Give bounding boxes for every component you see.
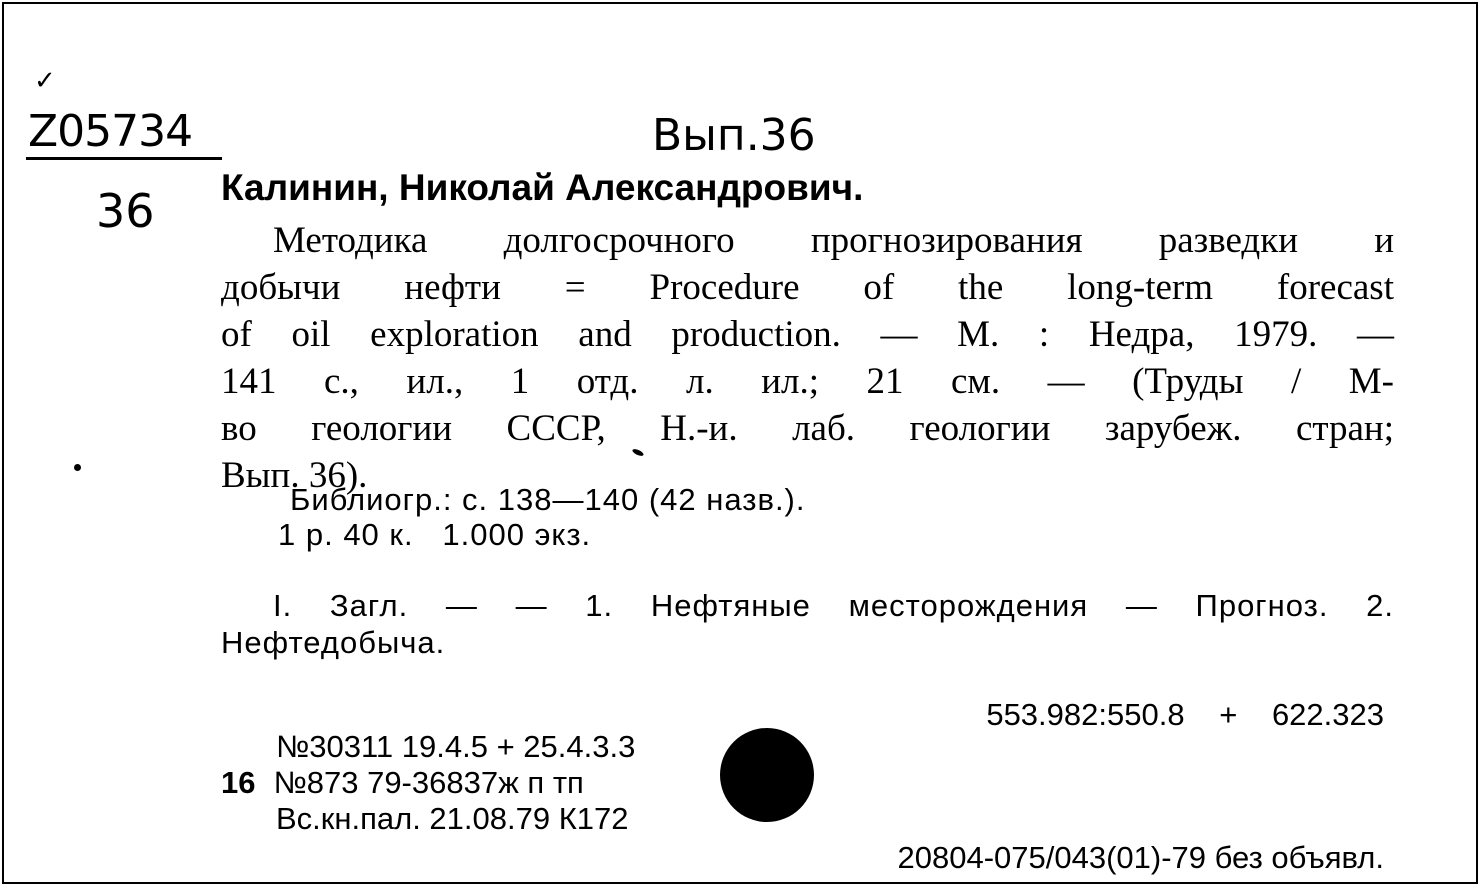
tech-line-2 (221, 765, 584, 801)
bibliographic-description (221, 217, 1394, 499)
subject-line: Нефтедобыча. (221, 625, 446, 660)
udc-plus: + (1219, 697, 1238, 732)
punch-hole (720, 728, 814, 822)
description-line: добычи нефти = Procedure of the long-term forecast (221, 267, 1394, 308)
bibliography-note: Библиогр.: с. 138—140 (42 назв.). (290, 482, 806, 517)
description-line: of oil exploration and production. — М. : Недра, 1979. — (221, 314, 1394, 355)
call-number: Z05734 (28, 106, 193, 157)
volume-number-left: 36 (96, 184, 155, 238)
speck-mark (74, 464, 81, 471)
tech-line-2-text: №873 79-36837ж п тп (273, 765, 584, 800)
tech-line-1: №30311 19.4.5 + 25.4.3.3 (276, 729, 636, 764)
check-mark-icon: ✓ (34, 66, 56, 96)
volume-header: Вып.36 (652, 110, 816, 161)
description-line: Методика долгосрочного прогнозирования разведки и (273, 220, 1394, 261)
subject-line: I. Загл. — — 1. Нефтяные месторождения — Прогноз. 2. (273, 588, 1394, 623)
udc-classification (986, 697, 1384, 733)
udc-code: 553.982:550.8 (986, 697, 1185, 732)
price-and-print-run: 1 р. 40 к. 1.000 экз. (278, 517, 592, 552)
isbn-line: 20804-075/043(01)-79 без объявл. (897, 840, 1384, 875)
tech-line-3: Вс.кн.пал. 21.08.79 К172 (276, 801, 629, 836)
description-line: Вып. 36). (221, 455, 368, 496)
author-heading: Калинин, Николай Александрович. (221, 167, 864, 208)
description-line: 141 с., ил., 1 отд. л. ил.; 21 см. — (Труды / М- (221, 361, 1394, 402)
udc-code: 622.323 (1271, 697, 1384, 732)
subject-headings (221, 587, 1394, 661)
catalog-card (2, 2, 1478, 884)
call-number-underline (26, 157, 222, 160)
description-line: во геологии СССР, Н.-и. лаб. геологии зарубеж. стран; (221, 408, 1394, 449)
tech-line-2-prefix: 16 (221, 765, 256, 800)
